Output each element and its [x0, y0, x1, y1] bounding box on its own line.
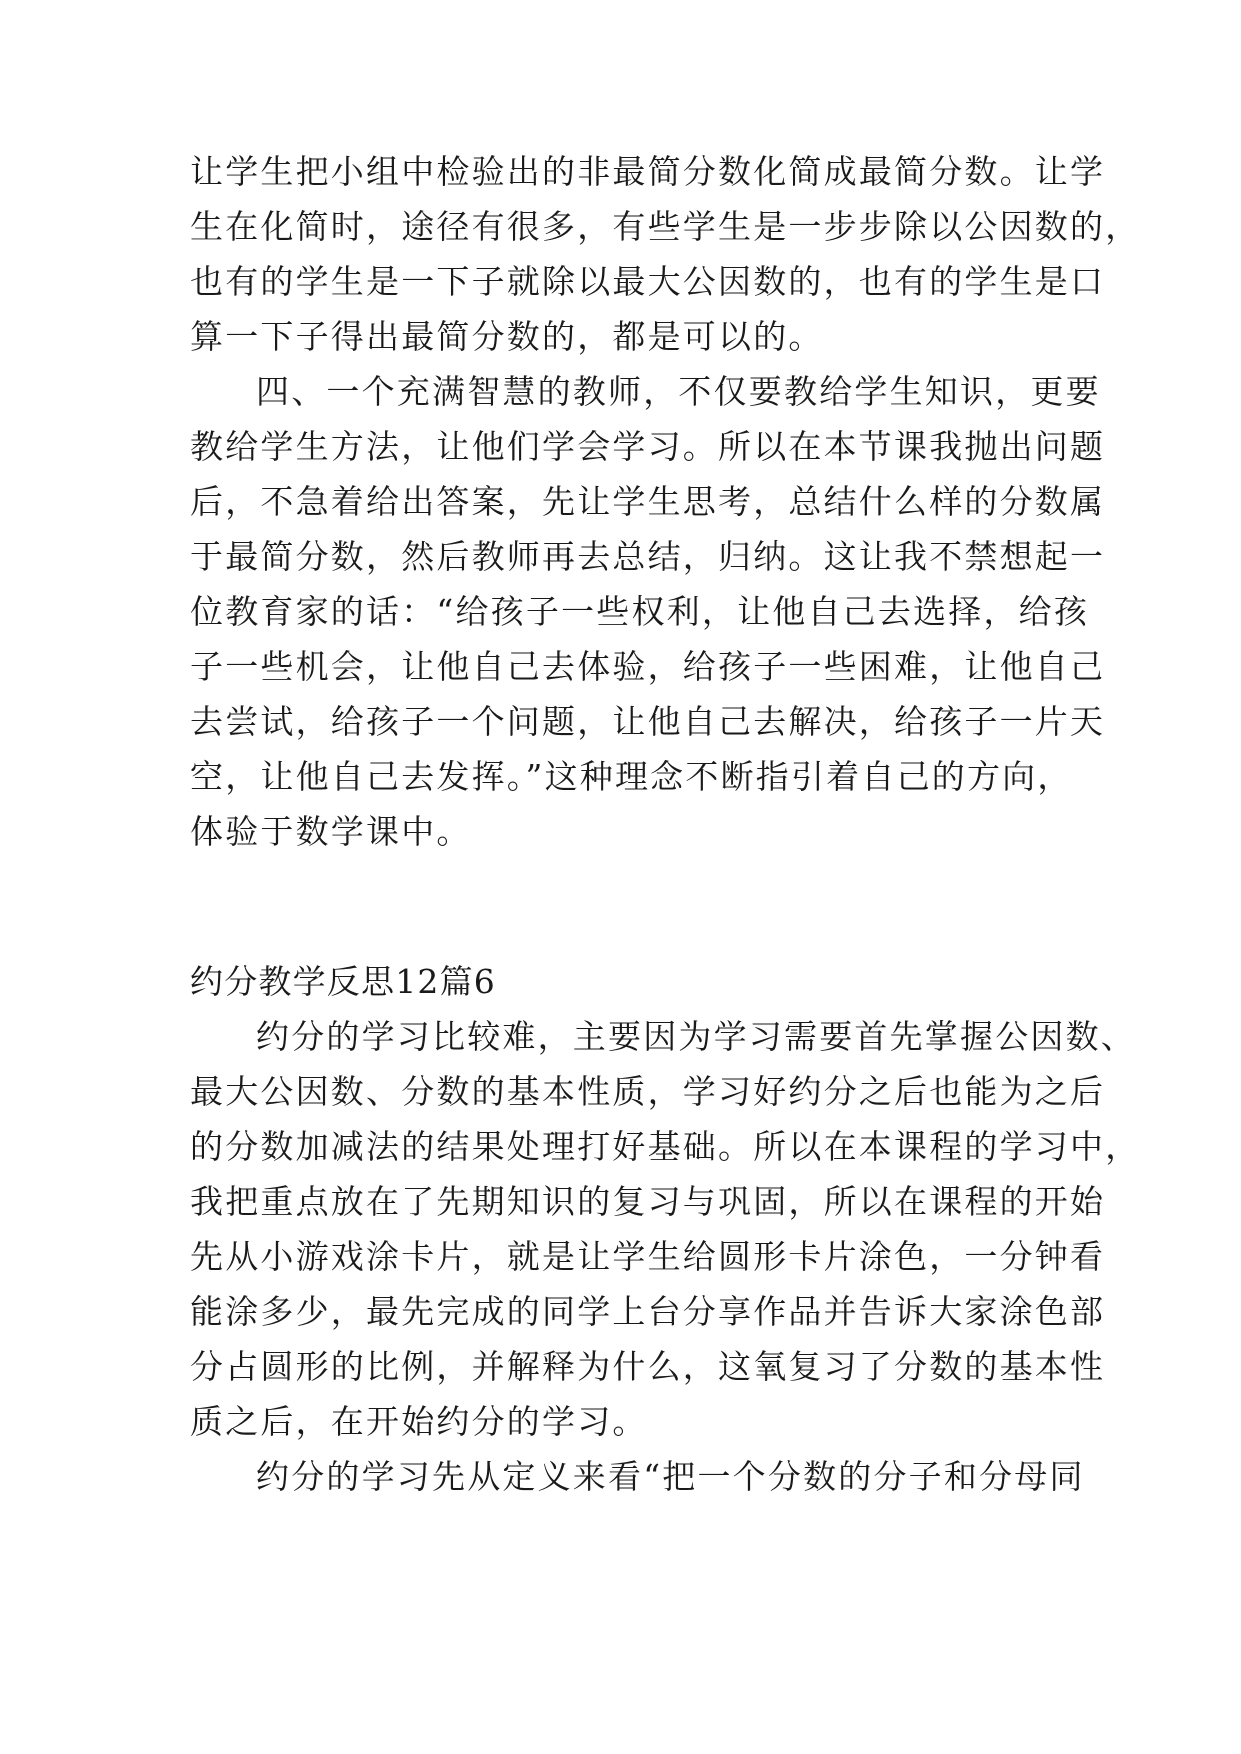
text-line: 我把重点放在了先期知识的复习与巩固，所以在课程的开始 — [190, 1182, 1106, 1221]
section-heading: 约分教学反思12篇6 — [190, 962, 496, 1001]
paragraph-first-line: 约分的学习比较难，主要因为学习需要首先掌握公因数、 — [256, 1017, 1136, 1056]
text-line: 教给学生方法，让他们学会学习。所以在本节课我抛出问题 — [190, 427, 1106, 466]
text-line: 算一下子得出最简分数的，都是可以的。 — [190, 317, 824, 356]
text-line: 空，让他自己去发挥。”这种理念不断指引着自己的方向， — [190, 757, 1073, 796]
text-line: 子一些机会，让他自己去体验，给孩子一些困难，让他自己 — [190, 647, 1106, 686]
text-line: 位教育家的话：“给孩子一些权利，让他自己去选择，给孩 — [190, 592, 1090, 631]
paragraph-first-line: 四、一个充满智慧的教师，不仅要教给学生知识，更要 — [256, 372, 1101, 411]
text-line: 体验于数学课中。 — [190, 812, 472, 851]
text-line: 的分数加减法的结果处理打好基础。所以在本课程的学习中， — [190, 1127, 1141, 1166]
text-line: 最大公因数、分数的基本性质，学习好约分之后也能为之后 — [190, 1072, 1106, 1111]
text-line: 先从小游戏涂卡片，就是让学生给圆形卡片涂色，一分钟看 — [190, 1237, 1106, 1276]
text-line: 能涂多少，最先完成的同学上台分享作品并告诉大家涂色部 — [190, 1292, 1106, 1331]
text-line: 去尝试，给孩子一个问题，让他自己去解决，给孩子一片天 — [190, 702, 1106, 741]
text-line: 后，不急着给出答案，先让学生思考，总结什么样的分数属 — [190, 482, 1106, 521]
text-line: 分占圆形的比例，并解释为什么，这氧复习了分数的基本性 — [190, 1347, 1106, 1386]
text-line: 让学生把小组中检验出的非最简分数化简成最简分数。让学 — [190, 152, 1106, 191]
text-line: 于最简分数，然后教师再去总结，归纳。这让我不禁想起一 — [190, 537, 1106, 576]
text-line: 也有的学生是一下子就除以最大公因数的，也有的学生是口 — [190, 262, 1106, 301]
text-line: 生在化简时，途径有很多，有些学生是一步步除以公因数的， — [190, 207, 1141, 246]
paragraph-first-line: 约分的学习先从定义来看“把一个分数的分子和分母同 — [256, 1457, 1085, 1496]
text-line: 质之后，在开始约分的学习。 — [190, 1402, 648, 1441]
